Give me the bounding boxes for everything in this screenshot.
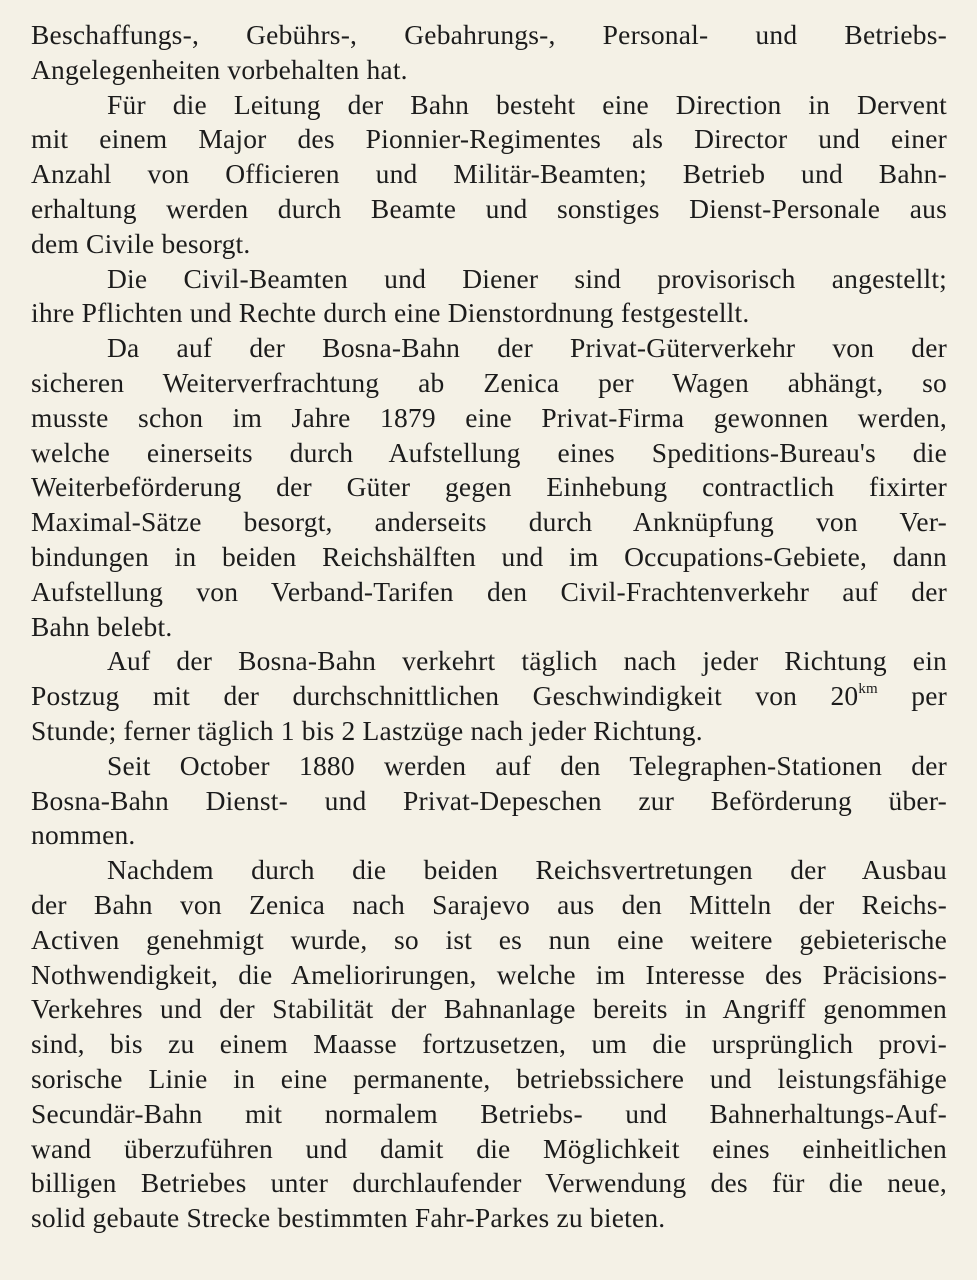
text-line: Secundär-Bahn mit normalem Betriebs- und Bahnerhaltungs-Auf-	[31, 1097, 947, 1129]
unit-superscript: km	[858, 681, 878, 698]
text-line: Activen genehmigt wurde, so ist es nun eine weitere gebieterische	[31, 923, 947, 955]
text-line: Nachdem durch die beiden Reichsvertretungen der Ausbau	[107, 854, 947, 886]
text-line: erhaltung werden durch Beamte und sonstiges Dienst-Personale aus	[31, 192, 947, 224]
line-tail: per	[877, 680, 947, 712]
paragraph-4	[31, 331, 947, 644]
text-line: Beschaffungs-, Gebührs-, Gebahrungs-, Personal- und Betriebs-	[31, 19, 947, 50]
text-line: Verkehres und der Stabilität der Bahnanlage bereits in Angriff genommen	[31, 993, 947, 1025]
text-line: Nothwendigkeit, die Ameliorirungen, welche im Interesse des Präcisions-	[31, 958, 947, 990]
text-line-with-unit	[31, 679, 947, 714]
text-line: solid gebaute Strecke bestimmten Fahr-Parkes zu bieten.	[31, 1202, 666, 1234]
paragraph-2	[31, 88, 947, 262]
text-line: billigen Betriebes unter durchlaufender Verwendung des für die neue,	[31, 1167, 947, 1199]
text-line: Weiterbeförderung der Güter gegen Einhebung contractlich fixirter	[31, 471, 947, 503]
text-line: ihre Pflichten und Rechte durch eine Dienstordnung festgestellt.	[31, 297, 750, 329]
text-line: dem Civile besorgt.	[31, 227, 251, 259]
text-line: Anzahl von Officieren und Militär-Beamten; Betrieb und Bahn-	[31, 158, 947, 190]
text-line: mit einem Major des Pionnier-Regimentes als Director und einer	[31, 123, 947, 155]
paragraph-3	[31, 262, 947, 332]
text-line: Da auf der Bosna-Bahn der Privat-Güterverkehr von der	[107, 332, 947, 364]
text-line: Angelegenheiten vorbehalten hat.	[31, 53, 408, 85]
text-line: sicheren Weiterverfrachtung ab Zenica per Wagen abhängt, so	[31, 366, 947, 398]
text-line: sorische Linie in eine permanente, betriebssichere und leistungsfähige	[31, 1062, 947, 1094]
text-line: Für die Leitung der Bahn besteht eine Direction in Dervent	[107, 88, 947, 120]
text-line: Stunde; ferner täglich 1 bis 2 Lastzüge nach jeder Richtung.	[31, 714, 703, 746]
text-line: der Bahn von Zenica nach Sarajevo aus den Mitteln der Reichs-	[31, 888, 947, 920]
text-line: musste schon im Jahre 1879 eine Privat-Firma gewonnen werden,	[31, 401, 947, 433]
text-line: bindungen in beiden Reichshälften und im Occupations-Gebiete, dann	[31, 540, 947, 572]
text-line: Seit October 1880 werden auf den Telegraphen-Stationen der	[107, 749, 947, 781]
line-text: Postzug mit der durchschnittlichen Geschwindigkeit von 20	[31, 680, 859, 712]
paragraph-5	[31, 644, 947, 748]
text-line: sind, bis zu einem Maasse fortzusetzen, um die ursprünglich provi-	[31, 1028, 947, 1060]
text-line: Bosna-Bahn Dienst- und Privat-Depeschen zur Beförderung über-	[31, 784, 947, 816]
paragraph-6	[31, 749, 947, 853]
text-line: Die Civil-Beamten und Diener sind provisorisch angestellt;	[107, 262, 947, 294]
text-line: Aufstellung von Verband-Tarifen den Civil-Frachtenverkehr auf der	[31, 575, 947, 607]
text-line: Auf der Bosna-Bahn verkehrt täglich nach jeder Richtung ein	[107, 645, 947, 677]
text-line: welche einerseits durch Aufstellung eines Speditions-Bureau's die	[31, 436, 947, 468]
text-line: Maximal-Sätze besorgt, anderseits durch Anknüpfung von Ver-	[31, 506, 947, 538]
text-line: wand überzuführen und damit die Möglichkeit eines einheitlichen	[31, 1132, 947, 1164]
paragraph-7	[31, 853, 947, 1236]
text-line: Bahn belebt.	[31, 610, 173, 642]
paragraph-1	[31, 18, 947, 88]
text-line: nommen.	[31, 819, 136, 851]
